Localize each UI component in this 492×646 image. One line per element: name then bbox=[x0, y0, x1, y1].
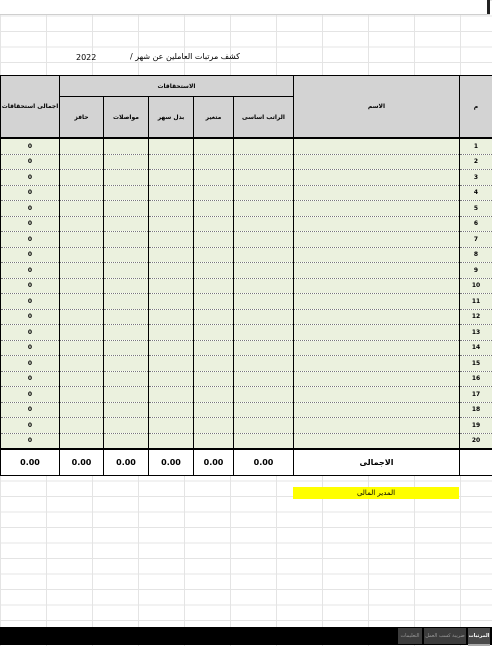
incentive-cell[interactable] bbox=[60, 402, 104, 418]
incentive-cell[interactable] bbox=[60, 263, 104, 279]
tab-instructions[interactable]: التعليمات bbox=[398, 628, 422, 644]
row-number-cell[interactable]: 4 bbox=[460, 185, 492, 201]
overnight-cell[interactable] bbox=[149, 294, 194, 310]
table-row bbox=[1, 433, 492, 449]
basic-salary-cell[interactable] bbox=[234, 325, 294, 341]
incentive-cell[interactable] bbox=[60, 138, 104, 154]
variable-cell[interactable] bbox=[194, 247, 234, 263]
row-number-cell[interactable]: 14 bbox=[460, 340, 492, 356]
employee-name-cell[interactable] bbox=[294, 418, 460, 434]
employee-name-cell[interactable] bbox=[294, 402, 460, 418]
employee-name-cell[interactable] bbox=[294, 247, 460, 263]
transport-cell[interactable] bbox=[104, 232, 149, 248]
incentive-cell[interactable] bbox=[60, 201, 104, 217]
tab-payroll[interactable]: المرتبات bbox=[468, 628, 490, 646]
row-total-cell[interactable]: 0 bbox=[1, 387, 60, 403]
transport-cell[interactable] bbox=[104, 216, 149, 232]
employee-name-cell[interactable] bbox=[294, 138, 460, 154]
basic-salary-cell[interactable] bbox=[234, 201, 294, 217]
overnight-cell[interactable] bbox=[149, 433, 194, 449]
row-total-cell[interactable]: 0 bbox=[1, 247, 60, 263]
table-row bbox=[1, 232, 492, 248]
total-incentive[interactable]: 0.00 bbox=[60, 449, 104, 476]
row-total-cell[interactable]: 0 bbox=[1, 154, 60, 170]
employee-name-cell[interactable] bbox=[294, 294, 460, 310]
row-total-cell[interactable]: 0 bbox=[1, 138, 60, 154]
basic-salary-cell[interactable] bbox=[234, 170, 294, 186]
total-entitlements[interactable]: 0.00 bbox=[1, 449, 60, 476]
overnight-cell[interactable] bbox=[149, 309, 194, 325]
table-row bbox=[1, 170, 492, 186]
basic-salary-cell[interactable] bbox=[234, 309, 294, 325]
overnight-cell[interactable] bbox=[149, 387, 194, 403]
transport-cell[interactable] bbox=[104, 294, 149, 310]
variable-cell[interactable] bbox=[194, 216, 234, 232]
row-total-cell[interactable]: 0 bbox=[1, 232, 60, 248]
employee-name-cell[interactable] bbox=[294, 371, 460, 387]
variable-cell[interactable] bbox=[194, 185, 234, 201]
incentive-cell[interactable] bbox=[60, 325, 104, 341]
payroll-table bbox=[0, 75, 492, 476]
transport-cell[interactable] bbox=[104, 247, 149, 263]
row-number-cell[interactable]: 11 bbox=[460, 294, 492, 310]
table-row bbox=[1, 154, 492, 170]
row-number-cell[interactable]: 17 bbox=[460, 387, 492, 403]
table-row bbox=[1, 356, 492, 372]
header-variable[interactable]: متغير bbox=[194, 97, 234, 139]
transport-cell[interactable] bbox=[104, 138, 149, 154]
row-number-cell[interactable]: 9 bbox=[460, 263, 492, 279]
table-row bbox=[1, 138, 492, 154]
basic-salary-cell[interactable] bbox=[234, 371, 294, 387]
total-transport[interactable]: 0.00 bbox=[104, 449, 149, 476]
row-number-cell[interactable]: 5 bbox=[460, 201, 492, 217]
overnight-cell[interactable] bbox=[149, 418, 194, 434]
transport-cell[interactable] bbox=[104, 278, 149, 294]
employee-name-cell[interactable] bbox=[294, 387, 460, 403]
transport-cell[interactable] bbox=[104, 418, 149, 434]
transport-cell[interactable] bbox=[104, 154, 149, 170]
table-row bbox=[1, 325, 492, 341]
row-total-cell[interactable]: 0 bbox=[1, 325, 60, 341]
overnight-cell[interactable] bbox=[149, 247, 194, 263]
row-number-cell[interactable]: 10 bbox=[460, 278, 492, 294]
basic-salary-cell[interactable] bbox=[234, 185, 294, 201]
basic-salary-cell[interactable] bbox=[234, 247, 294, 263]
overnight-cell[interactable] bbox=[149, 138, 194, 154]
employee-name-cell[interactable] bbox=[294, 340, 460, 356]
incentive-cell[interactable] bbox=[60, 309, 104, 325]
incentive-cell[interactable] bbox=[60, 232, 104, 248]
incentive-cell[interactable] bbox=[60, 278, 104, 294]
row-total-cell[interactable]: 0 bbox=[1, 201, 60, 217]
overnight-cell[interactable] bbox=[149, 232, 194, 248]
basic-salary-cell[interactable] bbox=[234, 433, 294, 449]
table-row bbox=[1, 387, 492, 403]
row-total-cell[interactable]: 0 bbox=[1, 263, 60, 279]
variable-cell[interactable] bbox=[194, 138, 234, 154]
overnight-cell[interactable] bbox=[149, 340, 194, 356]
header-transport[interactable]: مواصلات bbox=[104, 97, 149, 139]
row-total-cell[interactable]: 0 bbox=[1, 433, 60, 449]
row-total-cell[interactable]: 0 bbox=[1, 185, 60, 201]
basic-salary-cell[interactable] bbox=[234, 278, 294, 294]
variable-cell[interactable] bbox=[194, 433, 234, 449]
incentive-cell[interactable] bbox=[60, 371, 104, 387]
tab-income-tax[interactable]: ضريبة كسب العمل bbox=[424, 628, 466, 644]
table-row bbox=[1, 418, 492, 434]
variable-cell[interactable] bbox=[194, 402, 234, 418]
row-number-cell[interactable]: 7 bbox=[460, 232, 492, 248]
row-number-cell[interactable]: 3 bbox=[460, 170, 492, 186]
incentive-cell[interactable] bbox=[60, 216, 104, 232]
header-basic-salary[interactable]: الراتب اساسى bbox=[234, 97, 294, 139]
incentive-cell[interactable] bbox=[60, 185, 104, 201]
sheet-year: 2022 bbox=[76, 53, 96, 62]
overnight-cell[interactable] bbox=[149, 402, 194, 418]
overnight-cell[interactable] bbox=[149, 201, 194, 217]
basic-salary-cell[interactable] bbox=[234, 387, 294, 403]
incentive-cell[interactable] bbox=[60, 418, 104, 434]
row-number-cell[interactable]: 20 bbox=[460, 433, 492, 449]
transport-cell[interactable] bbox=[104, 387, 149, 403]
transport-cell[interactable] bbox=[104, 201, 149, 217]
transport-cell[interactable] bbox=[104, 325, 149, 341]
header-entitlements[interactable]: الاستحقاقات bbox=[60, 76, 294, 97]
row-number-cell[interactable]: 8 bbox=[460, 247, 492, 263]
overnight-cell[interactable] bbox=[149, 278, 194, 294]
sheet-title: كشف مرتبات العاملين عن شهر / bbox=[60, 52, 240, 61]
header-name[interactable]: الاسم bbox=[294, 76, 460, 139]
incentive-cell[interactable] bbox=[60, 294, 104, 310]
variable-cell[interactable] bbox=[194, 154, 234, 170]
variable-cell[interactable] bbox=[194, 294, 234, 310]
totals-label[interactable]: الاجمالى bbox=[294, 449, 460, 476]
row-total-cell[interactable]: 0 bbox=[1, 170, 60, 186]
employee-name-cell[interactable] bbox=[294, 185, 460, 201]
header-index[interactable]: م bbox=[460, 76, 492, 139]
basic-salary-cell[interactable] bbox=[234, 418, 294, 434]
overnight-cell[interactable] bbox=[149, 185, 194, 201]
row-number-cell[interactable]: 18 bbox=[460, 402, 492, 418]
variable-cell[interactable] bbox=[194, 309, 234, 325]
employee-name-cell[interactable] bbox=[294, 232, 460, 248]
transport-cell[interactable] bbox=[104, 170, 149, 186]
totals-row bbox=[1, 449, 492, 476]
basic-salary-cell[interactable] bbox=[234, 216, 294, 232]
basic-salary-cell[interactable] bbox=[234, 340, 294, 356]
variable-cell[interactable] bbox=[194, 340, 234, 356]
financial-manager-label[interactable]: المدير المالى bbox=[293, 487, 459, 499]
row-number-cell[interactable]: 13 bbox=[460, 325, 492, 341]
variable-cell[interactable] bbox=[194, 232, 234, 248]
variable-cell[interactable] bbox=[194, 201, 234, 217]
overnight-cell[interactable] bbox=[149, 371, 194, 387]
transport-cell[interactable] bbox=[104, 402, 149, 418]
incentive-cell[interactable] bbox=[60, 356, 104, 372]
variable-cell[interactable] bbox=[194, 170, 234, 186]
row-number-cell[interactable]: 2 bbox=[460, 154, 492, 170]
table-row bbox=[1, 201, 492, 217]
employee-name-cell[interactable] bbox=[294, 170, 460, 186]
incentive-cell[interactable] bbox=[60, 340, 104, 356]
row-number-cell[interactable]: 6 bbox=[460, 216, 492, 232]
overnight-cell[interactable] bbox=[149, 325, 194, 341]
basic-salary-cell[interactable] bbox=[234, 294, 294, 310]
basic-salary-cell[interactable] bbox=[234, 138, 294, 154]
row-total-cell[interactable]: 0 bbox=[1, 309, 60, 325]
row-number-cell[interactable]: 19 bbox=[460, 418, 492, 434]
transport-cell[interactable] bbox=[104, 309, 149, 325]
table-row bbox=[1, 263, 492, 279]
employee-name-cell[interactable] bbox=[294, 433, 460, 449]
overnight-cell[interactable] bbox=[149, 356, 194, 372]
table-row bbox=[1, 216, 492, 232]
total-basic-salary[interactable]: 0.00 bbox=[234, 449, 294, 476]
incentive-cell[interactable] bbox=[60, 170, 104, 186]
transport-cell[interactable] bbox=[104, 371, 149, 387]
overnight-cell[interactable] bbox=[149, 154, 194, 170]
variable-cell[interactable] bbox=[194, 356, 234, 372]
incentive-cell[interactable] bbox=[60, 433, 104, 449]
row-total-cell[interactable]: 0 bbox=[1, 371, 60, 387]
table-row bbox=[1, 371, 492, 387]
overnight-cell[interactable] bbox=[149, 216, 194, 232]
transport-cell[interactable] bbox=[104, 433, 149, 449]
table-row bbox=[1, 247, 492, 263]
row-total-cell[interactable]: 0 bbox=[1, 418, 60, 434]
variable-cell[interactable] bbox=[194, 263, 234, 279]
scrollbar-handle[interactable] bbox=[487, 0, 490, 14]
table-row bbox=[1, 278, 492, 294]
header-overnight[interactable]: بدل سهر bbox=[149, 97, 194, 139]
employee-name-cell[interactable] bbox=[294, 216, 460, 232]
row-total-cell[interactable]: 0 bbox=[1, 356, 60, 372]
table-row bbox=[1, 294, 492, 310]
total-overnight[interactable]: 0.00 bbox=[149, 449, 194, 476]
employee-name-cell[interactable] bbox=[294, 309, 460, 325]
row-number-cell[interactable]: 1 bbox=[460, 138, 492, 154]
employee-name-cell[interactable] bbox=[294, 201, 460, 217]
sheet-tab-bar bbox=[0, 627, 492, 645]
transport-cell[interactable] bbox=[104, 356, 149, 372]
table-row bbox=[1, 185, 492, 201]
formula-bar-strip bbox=[0, 0, 490, 15]
row-number-cell[interactable]: 12 bbox=[460, 309, 492, 325]
employee-rows bbox=[1, 138, 492, 449]
incentive-cell[interactable] bbox=[60, 387, 104, 403]
transport-cell[interactable] bbox=[104, 263, 149, 279]
table-row bbox=[1, 402, 492, 418]
transport-cell[interactable] bbox=[104, 340, 149, 356]
row-total-cell[interactable]: 0 bbox=[1, 216, 60, 232]
row-number-cell[interactable]: 15 bbox=[460, 356, 492, 372]
employee-name-cell[interactable] bbox=[294, 278, 460, 294]
incentive-cell[interactable] bbox=[60, 154, 104, 170]
basic-salary-cell[interactable] bbox=[234, 232, 294, 248]
header-incentive[interactable]: حافز bbox=[60, 97, 104, 139]
row-total-cell[interactable]: 0 bbox=[1, 340, 60, 356]
employee-name-cell[interactable] bbox=[294, 154, 460, 170]
variable-cell[interactable] bbox=[194, 418, 234, 434]
variable-cell[interactable] bbox=[194, 387, 234, 403]
basic-salary-cell[interactable] bbox=[234, 154, 294, 170]
totals-cell-index[interactable] bbox=[460, 449, 492, 476]
overnight-cell[interactable] bbox=[149, 263, 194, 279]
employee-name-cell[interactable] bbox=[294, 325, 460, 341]
row-number-cell[interactable]: 16 bbox=[460, 371, 492, 387]
table-row bbox=[1, 340, 492, 356]
variable-cell[interactable] bbox=[194, 371, 234, 387]
overnight-cell[interactable] bbox=[149, 170, 194, 186]
incentive-cell[interactable] bbox=[60, 247, 104, 263]
basic-salary-cell[interactable] bbox=[234, 263, 294, 279]
basic-salary-cell[interactable] bbox=[234, 402, 294, 418]
transport-cell[interactable] bbox=[104, 185, 149, 201]
row-total-cell[interactable]: 0 bbox=[1, 402, 60, 418]
employee-name-cell[interactable] bbox=[294, 356, 460, 372]
table-row bbox=[1, 309, 492, 325]
header-total-entitlements[interactable]: اجمالى استحقاقات bbox=[1, 76, 60, 139]
variable-cell[interactable] bbox=[194, 325, 234, 341]
employee-name-cell[interactable] bbox=[294, 263, 460, 279]
row-total-cell[interactable]: 0 bbox=[1, 294, 60, 310]
row-total-cell[interactable]: 0 bbox=[1, 278, 60, 294]
variable-cell[interactable] bbox=[194, 278, 234, 294]
basic-salary-cell[interactable] bbox=[234, 356, 294, 372]
total-variable[interactable]: 0.00 bbox=[194, 449, 234, 476]
